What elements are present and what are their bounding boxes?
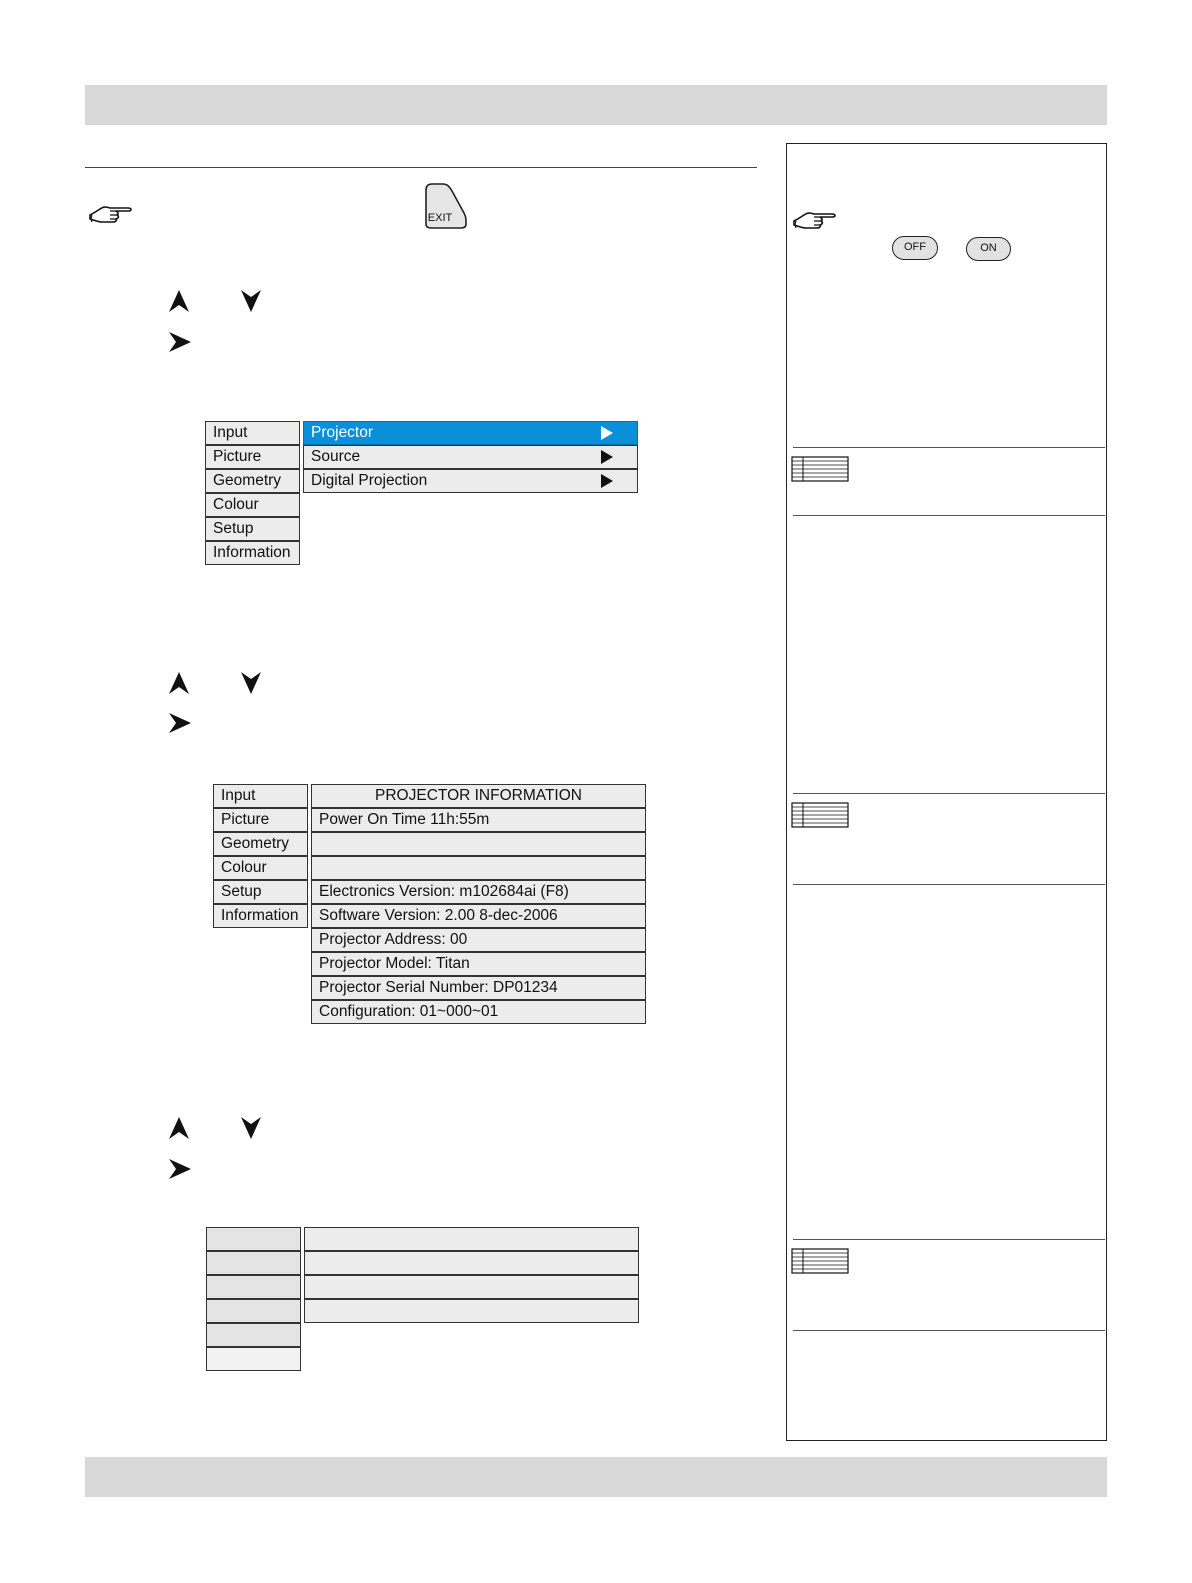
- down-arrow-icon: [238, 670, 264, 696]
- info-panel-title: PROJECTOR INFORMATION: [311, 784, 646, 808]
- submenu-item-projector[interactable]: [303, 421, 638, 445]
- info-row: [311, 856, 646, 880]
- submenu-item-digital-projection[interactable]: [303, 469, 638, 493]
- submenu-item-blank[interactable]: [304, 1251, 639, 1275]
- pointing-hand-icon: [88, 201, 136, 225]
- sidebar-divider: [793, 1239, 1105, 1240]
- menu-item-picture[interactable]: Picture: [205, 445, 300, 469]
- submenu-item-source[interactable]: [303, 445, 638, 469]
- section-rule: [85, 167, 757, 168]
- up-arrow-icon: [166, 670, 192, 696]
- on-button-icon: ON: [966, 237, 1011, 261]
- footer-band: [85, 1457, 1107, 1497]
- menu-item-setup[interactable]: Setup: [213, 880, 308, 904]
- submenu-item-blank[interactable]: [304, 1227, 639, 1251]
- submenu-item-blank[interactable]: [304, 1299, 639, 1323]
- sidebar-divider: [793, 515, 1105, 516]
- menu-item-information[interactable]: Information: [205, 541, 300, 565]
- menu-item-blank[interactable]: [206, 1227, 301, 1251]
- exit-key-icon: [423, 182, 469, 230]
- menu-table-icon: [791, 1248, 849, 1274]
- sidebar-divider: [793, 447, 1105, 448]
- submenu-item-label: Source: [311, 448, 361, 465]
- menu-item-blank[interactable]: [206, 1323, 301, 1347]
- sidebar-divider: [793, 1330, 1105, 1331]
- menu-item-geometry[interactable]: Geometry: [205, 469, 300, 493]
- up-arrow-icon: [166, 288, 192, 314]
- submenu-arrow-icon: [601, 450, 613, 464]
- info-row: Configuration: 01~000~01: [311, 1000, 646, 1024]
- submenu-item-label: Projector: [311, 424, 374, 441]
- menu-item-blank[interactable]: [206, 1251, 301, 1275]
- down-arrow-icon: [238, 1115, 264, 1141]
- menu-table-icon: [791, 456, 849, 482]
- info-row: Electronics Version: m102684ai (F8): [311, 880, 646, 904]
- menu-item-setup[interactable]: Setup: [205, 517, 300, 541]
- right-arrow-icon: [167, 329, 193, 355]
- menu-item-colour[interactable]: Colour: [213, 856, 308, 880]
- menu-item-blank[interactable]: [206, 1299, 301, 1323]
- sidebar-notes-box: [786, 143, 1107, 1441]
- menu-table-icon: [791, 802, 849, 828]
- pointing-hand-icon: [792, 207, 840, 231]
- exit-key-label: EXIT: [427, 212, 453, 224]
- right-arrow-icon: [167, 1156, 193, 1182]
- submenu-arrow-icon: [601, 474, 613, 488]
- down-arrow-icon: [238, 288, 264, 314]
- info-row: Software Version: 2.00 8-dec-2006: [311, 904, 646, 928]
- info-row: Power On Time 11h:55m: [311, 808, 646, 832]
- menu-item-blank[interactable]: [206, 1347, 301, 1371]
- menu-item-input[interactable]: Input: [205, 421, 300, 445]
- sidebar-divider: [793, 884, 1105, 885]
- menu-item-colour[interactable]: Colour: [205, 493, 300, 517]
- menu-item-picture[interactable]: Picture: [213, 808, 308, 832]
- right-arrow-icon: [167, 710, 193, 736]
- menu-item-geometry[interactable]: Geometry: [213, 832, 308, 856]
- info-row: Projector Serial Number: DP01234: [311, 976, 646, 1000]
- info-row: Projector Model: Titan: [311, 952, 646, 976]
- header-band: [85, 85, 1107, 125]
- menu-item-input[interactable]: Input: [213, 784, 308, 808]
- off-button-icon: OFF: [892, 236, 938, 260]
- up-arrow-icon: [166, 1115, 192, 1141]
- info-row: [311, 832, 646, 856]
- info-row: Projector Address: 00: [311, 928, 646, 952]
- menu-item-blank[interactable]: [206, 1275, 301, 1299]
- submenu-item-label: Digital Projection: [311, 472, 428, 489]
- submenu-arrow-icon: [601, 426, 613, 440]
- submenu-item-blank[interactable]: [304, 1275, 639, 1299]
- sidebar-divider: [793, 793, 1105, 794]
- menu-item-information[interactable]: Information: [213, 904, 308, 928]
